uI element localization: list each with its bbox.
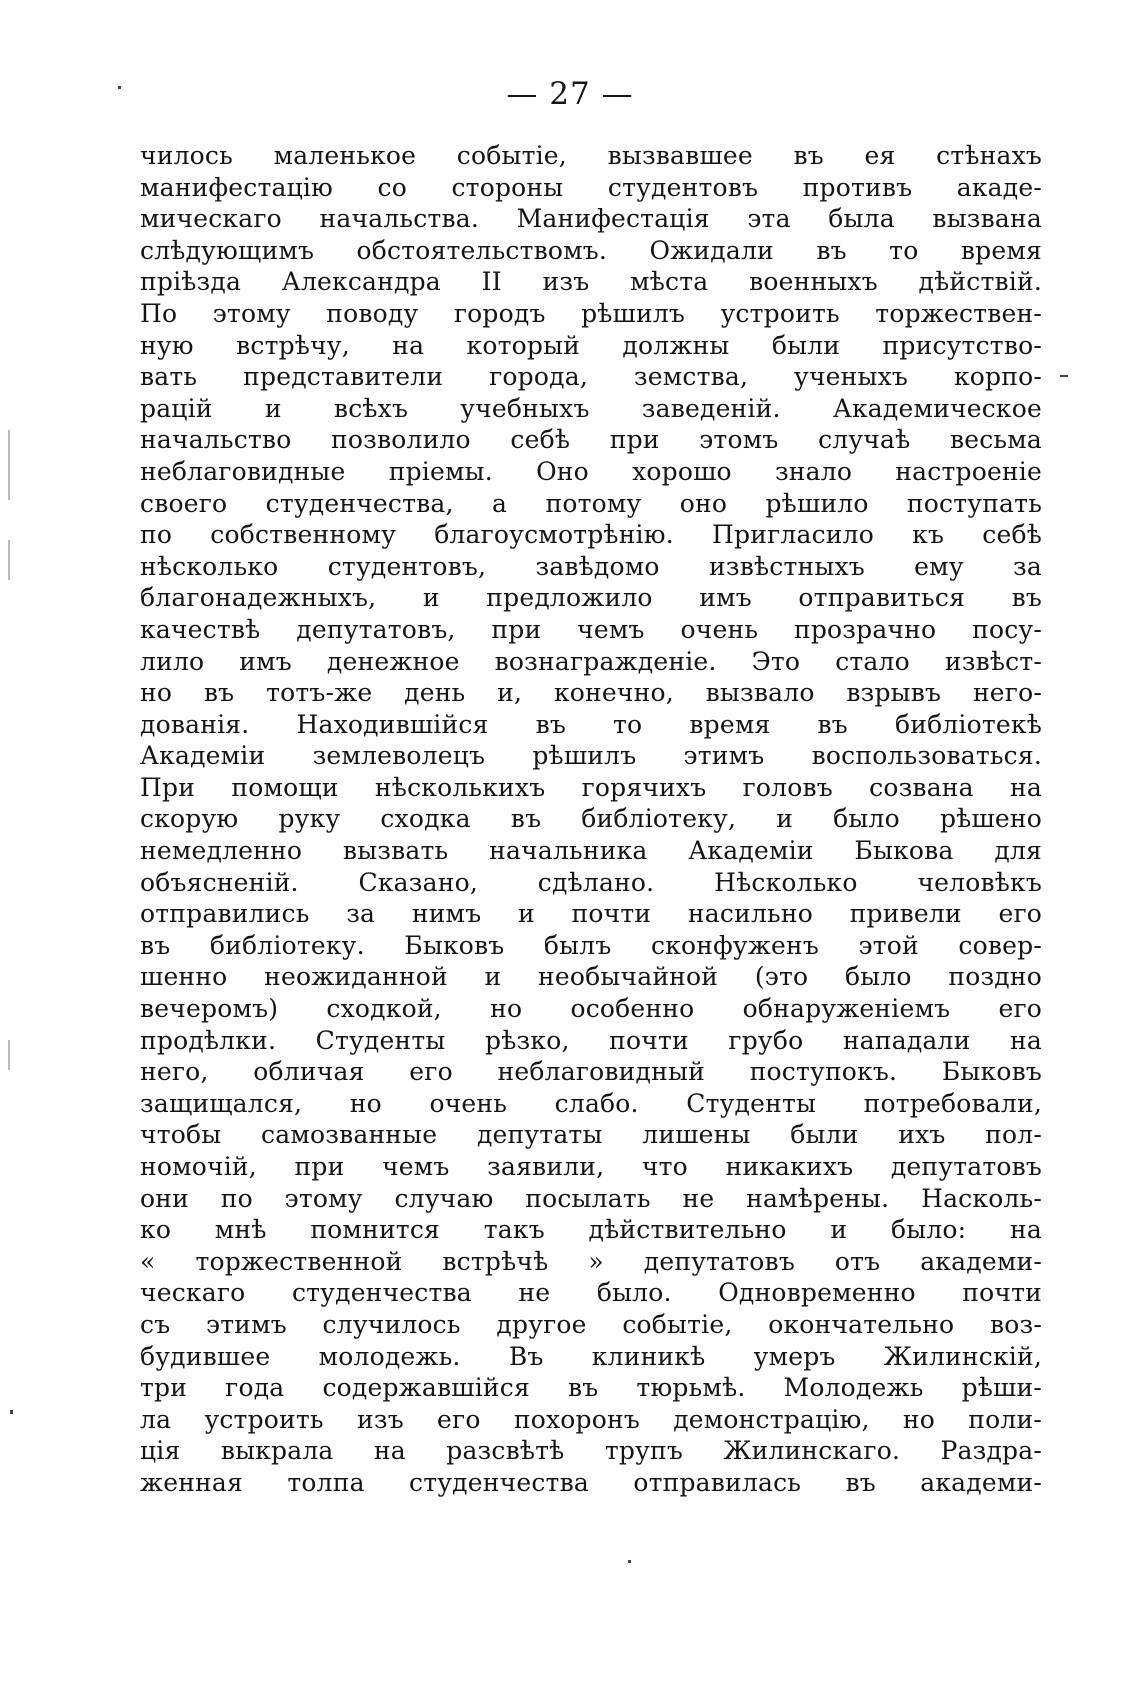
scan-speck (8, 430, 10, 500)
text-line: въ библіотеку. Быковъ былъ сконфуженъ этой совер- (140, 930, 1042, 960)
text-line: по собственному благоусмотрѣнію. Пригласило къ себѣ (140, 520, 1042, 550)
text-line: отправились за нимъ и почти насильно привели его (140, 899, 1042, 929)
text-line: нѣсколько студентовъ, завѣдомо извѣстныхъ ему за (140, 551, 1042, 581)
text-line: продѣлки. Студенты рѣзко, почти грубо нападали на (140, 1025, 1042, 1055)
text-line: качествѣ депутатовъ, при чемъ очень прозрачно посу- (140, 614, 1042, 644)
text-line: дованія. Находившійся въ то время въ библіотекѣ (140, 709, 1042, 739)
text-line: манифестацію со стороны студентовъ противъ акаде- (140, 172, 1042, 202)
text-line: благонадежныхъ, и предложило имъ отправиться въ (140, 583, 1042, 613)
text-line: По этому поводу городъ рѣшилъ устроить торжествен- (140, 298, 1042, 328)
text-line: объясненій. Сказано, сдѣлано. Нѣсколько человѣкъ (140, 867, 1042, 897)
text-line: ную встрѣчу, на который должны были присутство- (140, 330, 1042, 360)
text-line: ла устроить изъ его похоронъ демонстрацію, но поли- (140, 1404, 1042, 1434)
scan-speck (1060, 375, 1068, 377)
text-line: шенно неожиданной и необычайной (это было поздно (140, 962, 1042, 992)
text-line: они по этому случаю посылать не намѣрены. Насколь- (140, 1183, 1042, 1213)
text-line: При помощи нѣсколькихъ горячихъ головъ созвана на (140, 772, 1042, 802)
text-line: вечеромъ) сходкой, но особенно обнаруженіемъ его (140, 994, 1042, 1024)
text-line: мическаго начальства. Манифестація эта была вызвана (140, 204, 1042, 234)
text-line: будившее молодежь. Въ клиникѣ умеръ Жилинскій, (140, 1341, 1042, 1371)
text-line: вать представители города, земства, ученыхъ корпо- (140, 362, 1042, 392)
text-line: рацій и всѣхъ учебныхъ заведеній. Академическое (140, 393, 1042, 423)
text-line: неблаговидные пріемы. Оно хорошо знало настроеніе (140, 456, 1042, 486)
text-line: ческаго студенчества не было. Одновременно почти (140, 1278, 1042, 1308)
scan-speck (10, 1410, 13, 1414)
text-line: него, обличая его неблаговидный поступокъ. Быковъ (140, 1057, 1042, 1087)
page-number: — 27 — (506, 76, 634, 112)
text-line: номочій, при чемъ заявили, что никакихъ депутатовъ (140, 1152, 1042, 1181)
scan-speck (628, 1560, 631, 1563)
text-line: слѣдующимъ обстоятельствомъ. Ожидали въ то время (140, 235, 1042, 265)
text-line: скорую руку сходка въ библіотеку, и было рѣшено (140, 804, 1042, 834)
text-line: защищался, но очень слабо. Студенты потребовали, (140, 1088, 1042, 1118)
text-line: ко мнѣ помнится такъ дѣйствительно и было: на (140, 1215, 1042, 1245)
text-line: чилось маленькое событіе, вызвавшее въ ея стѣнахъ (140, 141, 1042, 170)
text-line: « торжественной встрѣчѣ » депутатовъ отъ академи- (140, 1246, 1042, 1276)
text-line: Академіи землеволецъ рѣшилъ этимъ воспользоваться. (140, 741, 1042, 771)
text-line: съ этимъ случилось другое событіе, окончательно воз- (140, 1309, 1042, 1339)
text-line: своего студенчества, а потому оно рѣшило поступать (140, 488, 1042, 518)
scan-speck (118, 86, 121, 89)
text-line: пріѣзда Александра II изъ мѣста военныхъ дѣйствій. (140, 267, 1042, 297)
text-line: лило имъ денежное вознагражденіе. Это стало извѣст- (140, 646, 1042, 676)
text-line: чтобы самозванные депутаты лишены были ихъ пол- (140, 1120, 1042, 1150)
text-line: женная толпа студенчества отправилась въ академи- (140, 1467, 1042, 1497)
text-line: немедленно вызвать начальника Академіи Быкова для (140, 836, 1042, 866)
scan-speck (8, 1040, 10, 1070)
text-line: начальство позволило себѣ при этомъ случаѣ весьма (140, 425, 1042, 455)
scan-speck (8, 540, 10, 580)
text-line: ція выкрала на разсвѣтѣ трупъ Жилинскаго. Раздра- (140, 1436, 1042, 1466)
body-text (140, 140, 1042, 1499)
text-line: но въ тотъ-же день и, конечно, вызвало взрывъ него- (140, 678, 1042, 708)
text-line: три года содержавшійся въ тюрьмѣ. Молодежь рѣши- (140, 1373, 1042, 1403)
